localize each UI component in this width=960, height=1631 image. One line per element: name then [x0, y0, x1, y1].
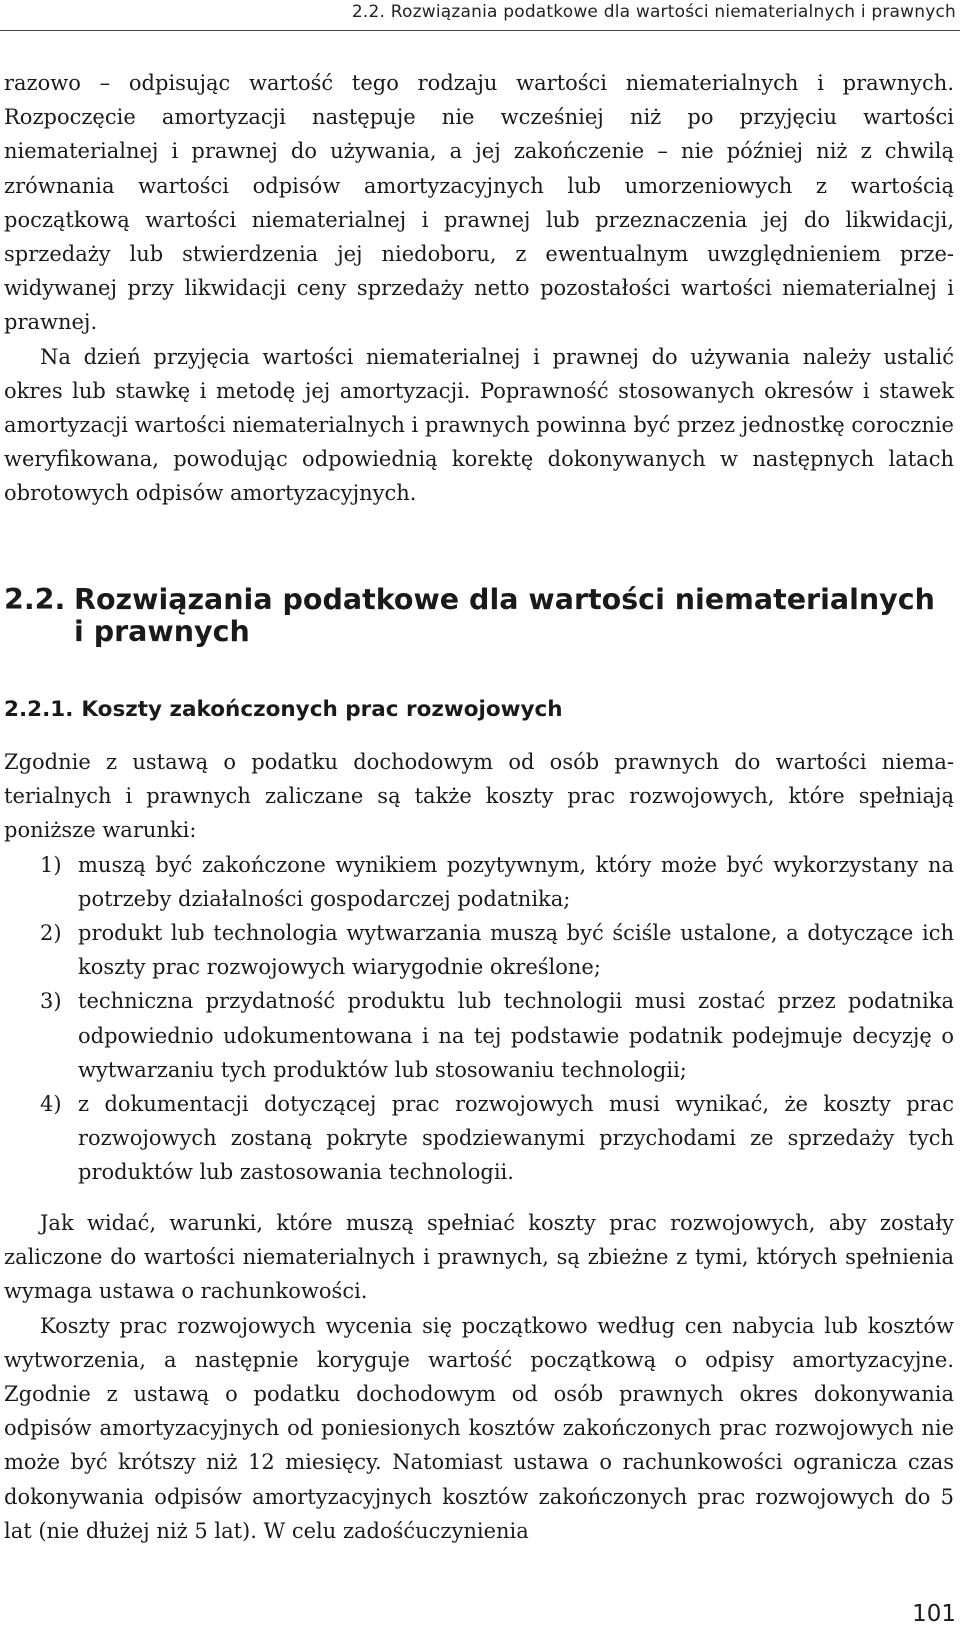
list-marker: 2) [40, 921, 62, 946]
list-marker: 1) [40, 852, 62, 877]
list-item [4, 1087, 954, 1190]
intro-paragraph: Zgodnie z ustawą o podatku dochodowym od osób prawnych do wartości niematerialnych i prawnych zaliczane są także koszty prac rozwojowych, które spełniają poniższe warunki: [4, 750, 954, 843]
body-text-block [4, 745, 954, 1190]
list-item-text: muszą być zakończone wynikiem pozytywnym, który może być wykorzystany na potrzeby działalności gospodarczej podatnika; [78, 852, 954, 911]
top-text-block [4, 66, 954, 511]
subsection-number: 2.2.1. [4, 697, 74, 722]
list-item-text: z dokumentacji dotyczącej prac rozwojowych musi wynikać, że koszty prac rozwojowych zostaną pokryte spodziewanymi przychodami ze sprzedaży tych produktów lub zastosowania technologii. [78, 1092, 954, 1185]
list-item-text: techniczna przydatność produktu lub technologii musi zostać przez podatnika odpowiednio udokumentowana i na tej podstawie podatnik podejmuje decyzję o wytwarzaniu tych produktów lub stosowaniu technologii; [78, 989, 954, 1082]
section-title: Rozwiązania podatkowe dla wartości niematerialnych i prawnych [74, 583, 935, 648]
conditions-list [4, 848, 954, 1190]
closing-text-block [4, 1206, 954, 1548]
list-item [4, 984, 954, 1087]
section-number: 2.2. [4, 583, 66, 616]
paragraph-continued: razowo – odpisując wartość tego rodzaju wartości niematerialnych i prawnych. Rozpoczęcie amortyzacji następuje nie wcześniej niż po przyjęciu wartości niematerialnej i prawnej do używania, a jej zakończenie – nie później niż z chwilą zrównania wartości odpisów amortyzacyjnych lub umorzeniowych z wartością początkową wartości niematerialnej i prawnej lub przeznaczenia jej do likwidacji, sprzedaży lub stwierdzenia jej niedoboru, z ewentualnym uwzględnieniem przewidywanej przy likwidacji ceny sprzedaży netto pozostałości wartości niematerialnej i prawnej. [4, 71, 954, 335]
subsection-heading [4, 696, 563, 724]
page-number: 101 [912, 1601, 956, 1627]
list-item-text: produkt lub technologia wytwarzania muszą być ściśle ustalone, a dotyczące ich koszty prac rozwojowych wiarygodnie określone; [78, 921, 954, 980]
subsection-title: Koszty zakończonych prac rozwojowych [81, 697, 563, 722]
list-item [4, 848, 954, 916]
paragraph: Koszty prac rozwojowych wycenia się początkowo według cen nabycia lub kosztów wytworzenia, a następnie koryguje wartość początkową o odpisy amortyzacyjne. Zgodnie z ustawą o podatku dochodowym od osób prawnych okres dokonywania odpisów amortyzacyjnych od poniesionych kosztów zakończonych prac rozwojowych nie może być krótszy niż 12 miesięcy. Natomiast ustawa o rachunkowości ogranicza czas dokonywania odpisów amortyzacyjnych kosztów zakończonych prac rozwojowych do 5 lat (nie dłużej niż 5 lat). W celu zadośćuczynienia [4, 1313, 954, 1543]
section-heading [4, 584, 954, 648]
list-marker: 3) [40, 989, 62, 1014]
paragraph: Jak widać, warunki, które muszą spełniać koszty prac rozwojowych, aby zostały zaliczone do wartości niematerialnych i prawnych, są zbieżne z tymi, których spełnienia wymaga ustawa o rachunkowości. [4, 1211, 954, 1304]
paragraph: Na dzień przyjęcia wartości niematerialnej i prawnej do używania należy ustalić okres lub stawkę i metodę jej amortyzacji. Poprawność stosowanych okresów i stawek amortyzacji wartości niematerialnych i prawnych powinna być przez jednostkę corocznie weryfikowana, powodując odpowiednią korektę dokonywanych w następnych latach obrotowych odpisów amortyzacyjnych. [4, 344, 954, 506]
running-head: 2.2. Rozwiązania podatkowe dla wartości niematerialnych i prawnych [351, 2, 956, 22]
list-item [4, 916, 954, 984]
header-rule [0, 30, 960, 31]
list-marker: 4) [40, 1092, 62, 1117]
